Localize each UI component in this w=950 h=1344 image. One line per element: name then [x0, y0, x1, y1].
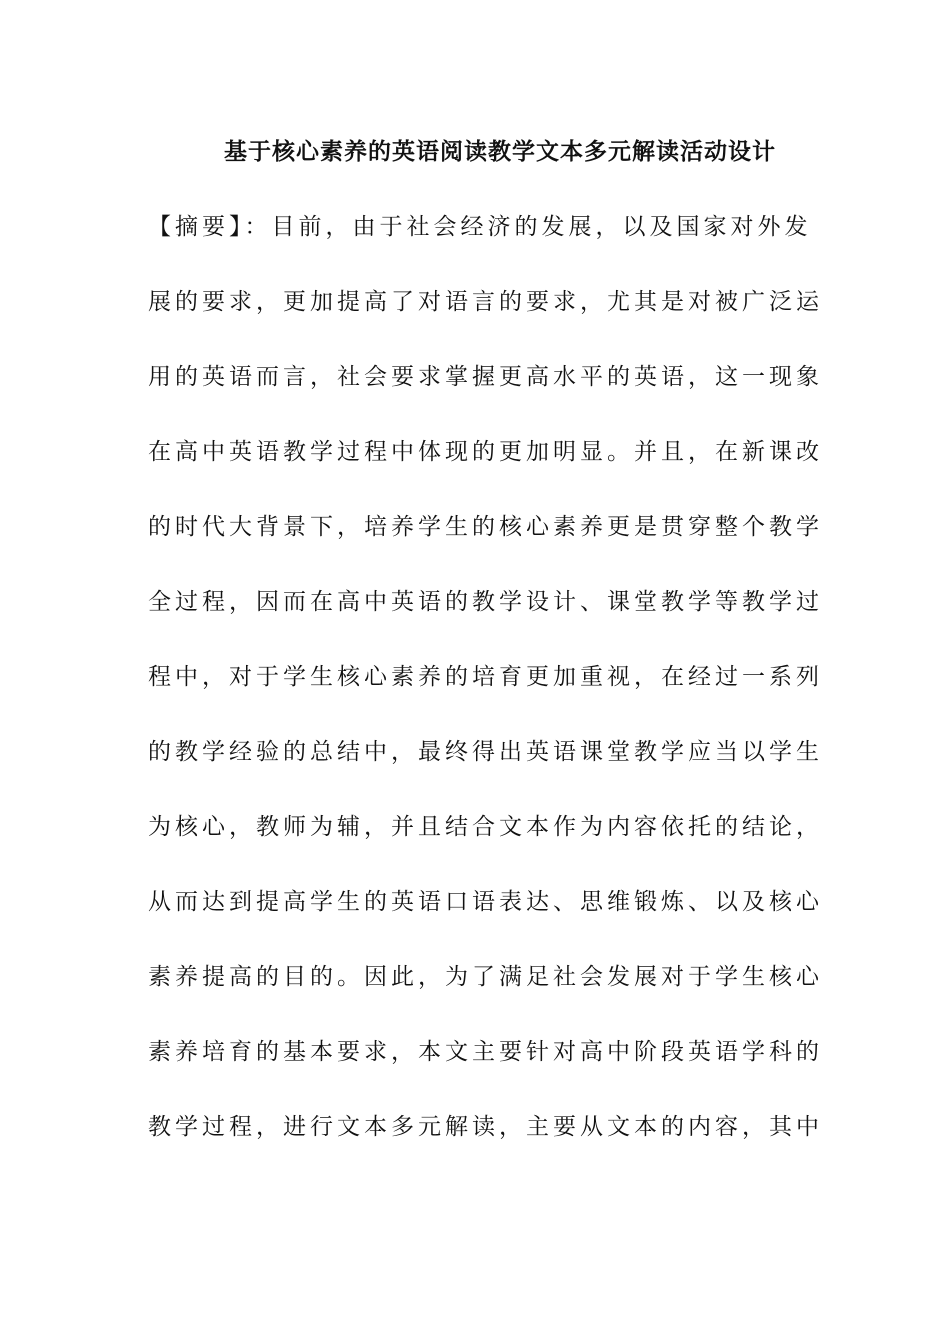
abstract-body	[148, 207, 823, 1182]
body-line: 为核心，教师为辅，并且结合文本作为内容依托的结论，	[148, 814, 823, 840]
document-title: 基于核心素养的英语阅读教学文本多元解读活动设计	[224, 139, 776, 165]
body-line: 程中，对于学生核心素养的培育更加重视，在经过一系列	[148, 664, 823, 690]
body-line: 素养培育的基本要求，本文主要针对高中阶段英语学科的	[148, 1039, 823, 1065]
body-line: 从而达到提高学生的英语口语表达、思维锻炼、以及核心	[148, 889, 823, 915]
body-line: 用的英语而言，社会要求掌握更高水平的英语，这一现象	[148, 364, 823, 390]
body-line: 素养提高的目的。因此，为了满足社会发展对于学生核心	[148, 964, 823, 990]
body-line: 展的要求，更加提高了对语言的要求，尤其是对被广泛运	[148, 289, 823, 315]
body-line: 的时代大背景下，培养学生的核心素养更是贯穿整个教学	[148, 514, 823, 540]
body-line: 在高中英语教学过程中体现的更加明显。并且，在新课改	[148, 439, 823, 465]
body-line: 教学过程，进行文本多元解读，主要从文本的内容，其中	[148, 1114, 823, 1140]
body-line: 的教学经验的总结中，最终得出英语课堂教学应当以学生	[148, 739, 823, 765]
body-line: 全过程，因而在高中英语的教学设计、课堂教学等教学过	[148, 589, 823, 615]
body-line: 【摘要】：目前，由于社会经济的发展，以及国家对外发	[148, 214, 812, 240]
